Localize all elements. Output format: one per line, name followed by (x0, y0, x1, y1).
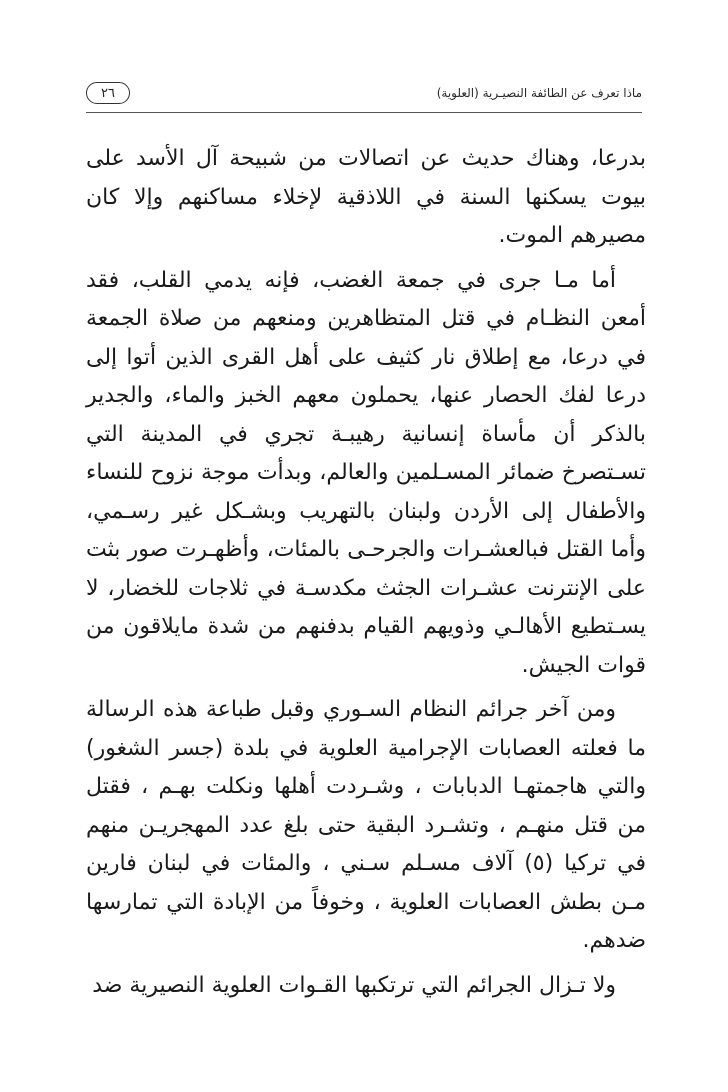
paragraph-final-line: ولا تـزال الجرائم التي ترتكبها القـوات العلوية النصيرية ضد (92, 972, 616, 998)
paragraph-jisr-al-shughur: ومن آخر جرائم النظام السـوري وقبل طباعة هذه الرسالة ما فعلته العصابات الإجرامية العلوية في بلدة (جسر الشغور) والتي هاجمتهـا الدبابات ، وشـردت أهلها ونكلت بهـم ، فقتل من قتل منهـم ، وتشـرد البقية حتى بلغ عدد المهجريـن منهم في تركيا (٥) آلاف مسـلم سـني ، والمئات في لبنان فارين مـن بطش العصابات العلوية ، وخوفاً من الإبادة التي تمارسها ضدهم. (86, 697, 646, 953)
paragraph-continuation: بدرعا، وهناك حديث عن اتصالات من شبيحة آل الأسد على بيوت يسكنها السنة في اللاذقية لإخلاء مساكنهم وإلا كان مصيرهم الموت. (86, 146, 646, 248)
header-divider (86, 112, 642, 113)
page-number-badge: ٢٦ (86, 82, 130, 104)
running-title: ماذا تعرف عن الطائفة النصيـرية (العلوية) (436, 86, 642, 100)
running-header (86, 82, 642, 108)
body-text (86, 140, 646, 1005)
paragraph-friday-of-anger: أما مـا جرى في جمعة الغضب، فإنه يدمي القلب، فقد أمعن النظـام في قتل المتظاهرين ومنعهم من صلاة الجمعة في درعا، مع إطلاق نار كثيف على أهل القرى الذين أتوا إلى درعا لفك الحصار عنها، يحملون معهم الخبز والماء، والجدير بالذكر أن مأساة إنسانية رهيبـة تجري في المدينة التي تسـتصرخ ضمائر المسـلمين والعالم، وبدأت موجة نزوح للنساء والأطفال إلى الأردن ولبنان بالتهريب وبشـكل غير رسـمي، وأما القتل فبالعشـرات والجرحـى بالمئات، وأظهـرت صور بثت على الإنترنت عشـرات الجثث مكدسـة في ثلاجات للخضار، لا يسـتطيع الأهالـي وذويهم القيام بدفنهم من شدة مايلاقون من قوات الجيش. (86, 267, 646, 678)
